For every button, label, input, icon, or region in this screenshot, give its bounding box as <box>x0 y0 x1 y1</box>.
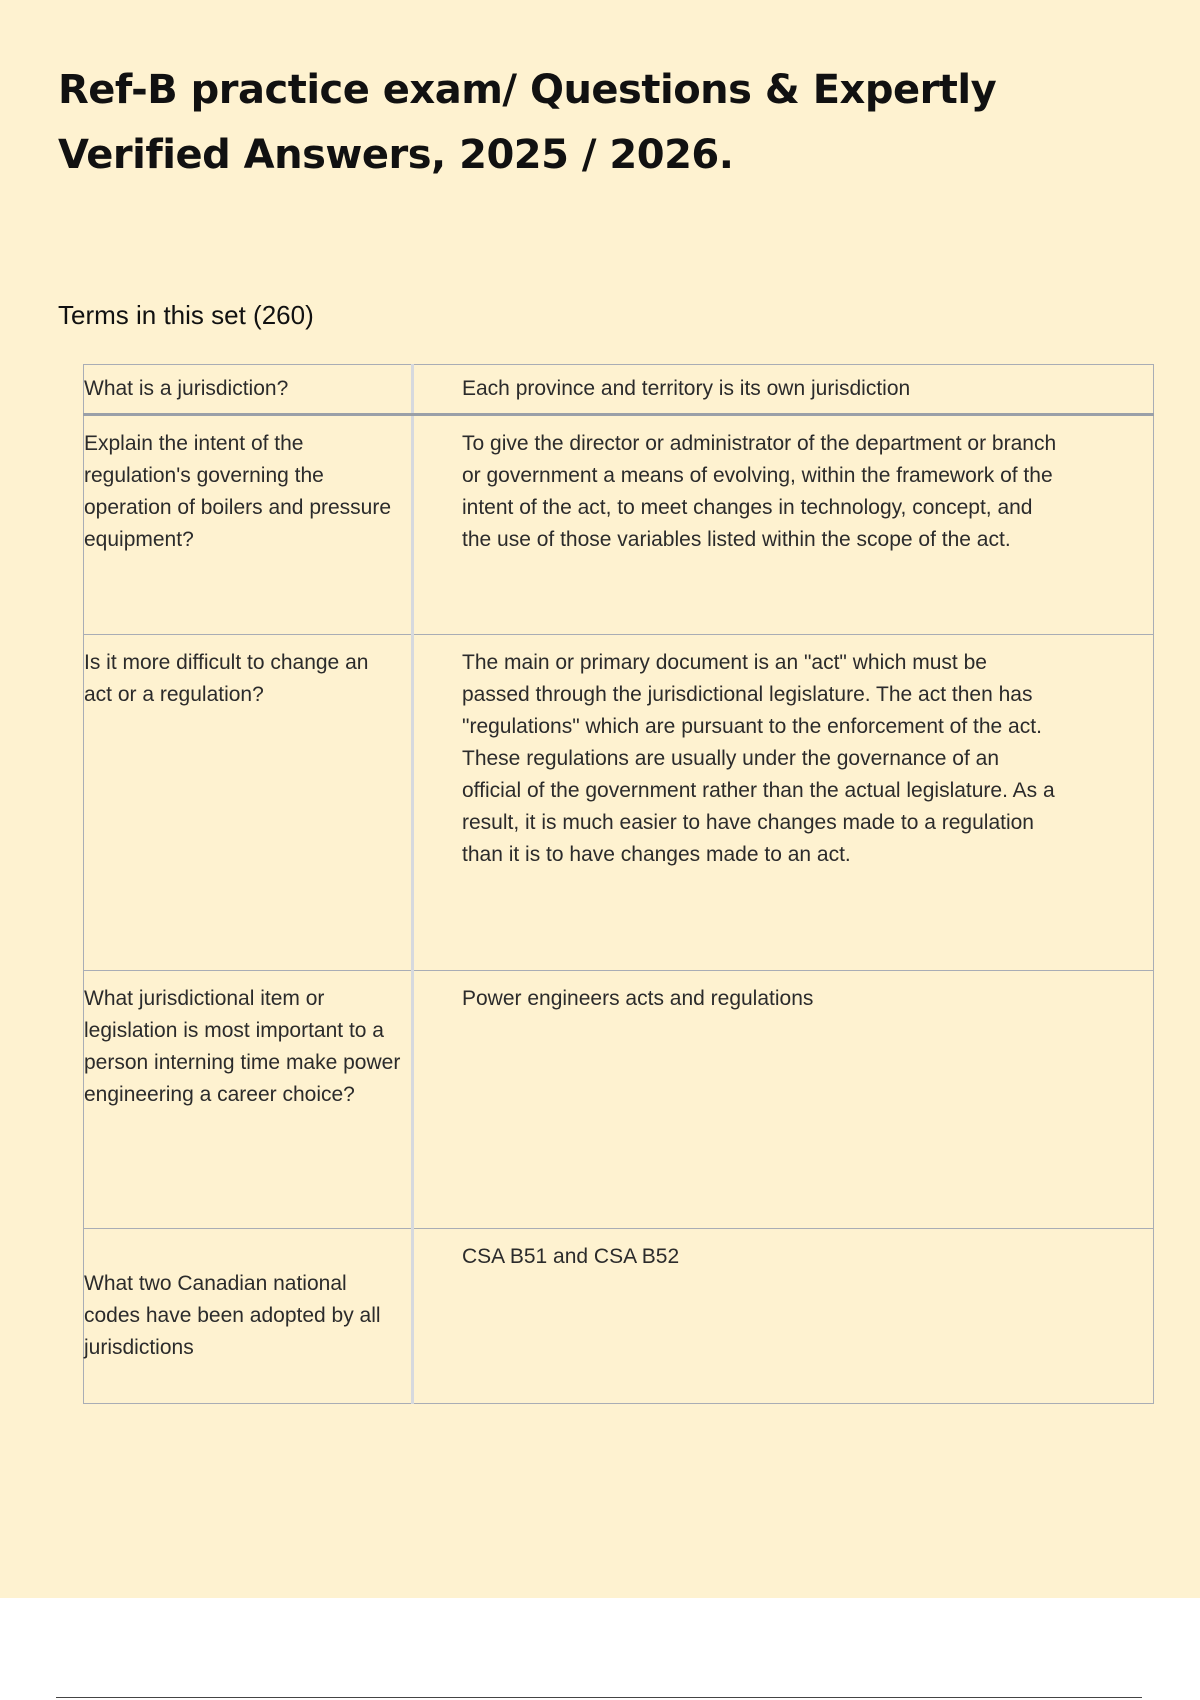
term-answer: CSA B51 and CSA B52 <box>413 1229 1154 1404</box>
term-row <box>84 971 1154 1229</box>
terms-count-label: Terms in this set (260) <box>58 300 314 330</box>
terms-table <box>83 364 1154 1404</box>
term-question: Explain the intent of the regulation's governing the operation of boilers and pressure equipment? <box>84 415 413 635</box>
term-question: What is a jurisdiction? <box>84 365 413 415</box>
term-answer: Power engineers acts and regulations <box>413 971 1154 1229</box>
term-row <box>84 1229 1154 1404</box>
term-answer: To give the director or administrator of the department or branch or government a means of evolving, within the framework of the intent of the act, to meet changes in technology, concept, and the use of those variables listed within the scope of the act. <box>413 415 1154 635</box>
footer-divider <box>56 1697 1142 1698</box>
term-question: What jurisdictional item or legislation is most important to a person interning time make power engineering a career choice? <box>84 971 413 1229</box>
term-answer: The main or primary document is an "act" which must be passed through the jurisdictional legislature. The act then has "regulations" which are pursuant to the enforcement of the act. These regulations are usually under the governance of an official of the government rather than the actual legislature. As a result, it is much easier to have changes made to a regulation than it is to have changes made to an act. <box>413 635 1154 971</box>
term-row <box>84 365 1154 415</box>
term-question: What two Canadian national codes have been adopted by all jurisdictions <box>84 1229 413 1404</box>
term-question: Is it more difficult to change an act or a regulation? <box>84 635 413 971</box>
term-row <box>84 635 1154 971</box>
term-row <box>84 415 1154 635</box>
term-answer: Each province and territory is its own jurisdiction <box>413 365 1154 415</box>
document-title: Ref-B practice exam/ Questions & Expertly Verified Answers, 2025 / 2026. <box>58 67 997 178</box>
